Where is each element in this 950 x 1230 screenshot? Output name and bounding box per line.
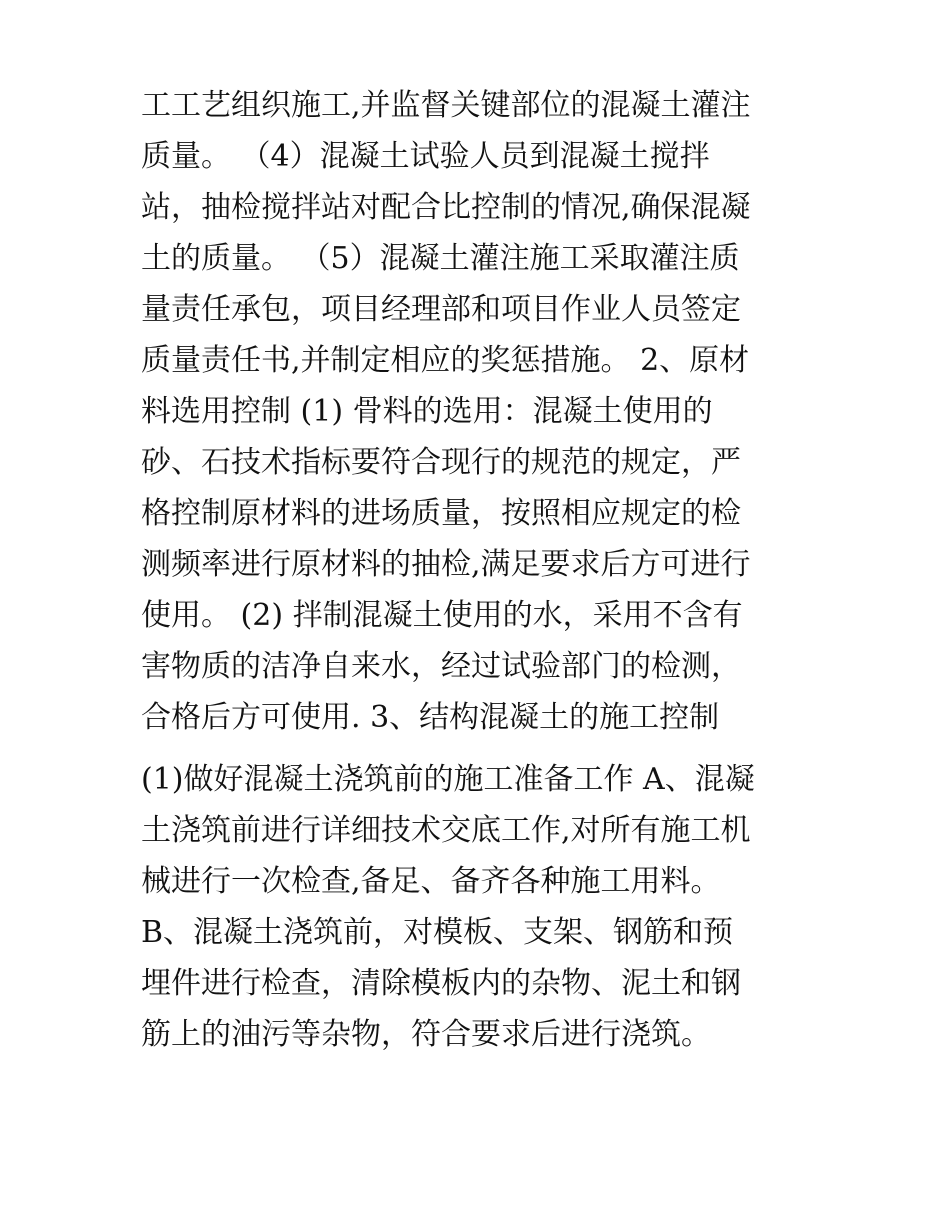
text-line: 筋上的油污等杂物，符合要求后进行浇筑。 <box>141 1017 711 1052</box>
text-line: 站，抽检搅拌站对配合比控制的情况,确保混凝 <box>141 190 751 225</box>
text-line: 工工艺组织施工,并监督关键部位的混凝土灌注 <box>141 88 751 123</box>
text-line: 土的质量。 （5）混凝土灌注施工采取灌注质 <box>141 241 740 276</box>
text-line: 土浇筑前进行详细技术交底工作,对所有施工机 <box>141 813 751 848</box>
text-line: 量责任承包，项目经理部和项目作业人员签定 <box>141 292 741 327</box>
text-line: 械进行一次检查,备足、备齐各种施工用料。 <box>141 864 721 899</box>
text-line: 测频率进行原材料的抽检,满足要求后方可进行 <box>141 547 751 582</box>
text-line: (1)做好混凝土浇筑前的施工准备工作 A、混凝 <box>141 762 755 797</box>
text-line: 砂、石技术指标要符合现行的规范的规定，严 <box>141 445 741 480</box>
text-line: B、混凝土浇筑前，对模板、支架、钢筋和预 <box>141 915 734 950</box>
text-line: 格控制原材料的进场质量，按照相应规定的检 <box>141 496 741 531</box>
text-line: 埋件进行检查，清除模板内的杂物、泥土和钢 <box>141 966 741 1001</box>
text-line: 合格后方可使用. 3、结构混凝土的施工控制 <box>141 700 720 735</box>
text-line: 质量责任书,并制定相应的奖惩措施。 2、原材 <box>141 343 750 378</box>
text-line: 害物质的洁净自来水，经过试验部门的检测， <box>141 649 741 684</box>
text-line: 使用。 (2) 拌制混凝土使用的水，采用不含有 <box>141 598 743 633</box>
text-line: 质量。 （4）混凝土试验人员到混凝土搅拌 <box>141 139 710 174</box>
text-line: 料选用控制 (1) 骨料的选用：混凝土使用的 <box>141 394 713 429</box>
